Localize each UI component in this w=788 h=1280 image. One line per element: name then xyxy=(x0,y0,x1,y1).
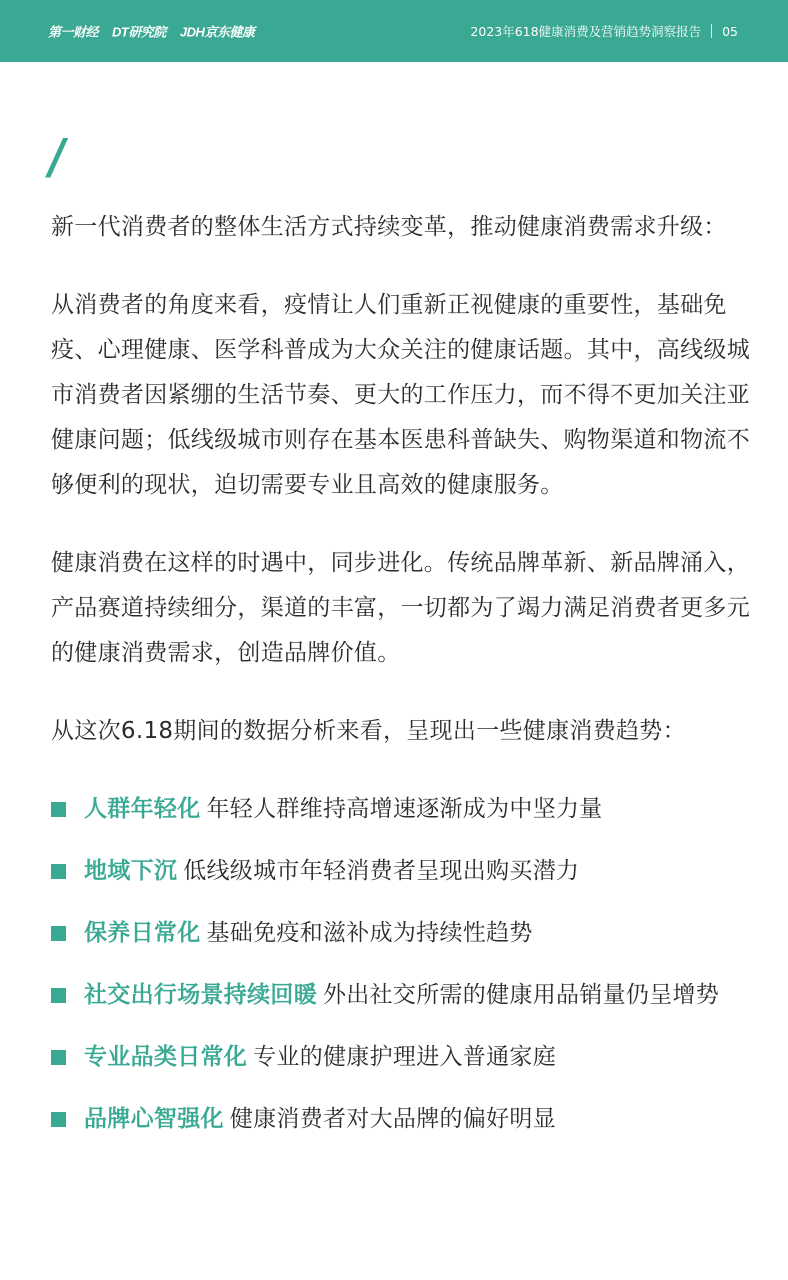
square-bullet-icon xyxy=(51,926,66,941)
list-item xyxy=(51,849,751,894)
list-item xyxy=(51,787,751,832)
evolution-paragraph: 健康消费在这样的时遇中，同步进化。传统品牌革新、新品牌涌入，产品赛道持续细分，渠道的丰富，一切都为了竭力满足消费者更多元的健康消费需求，创造品牌价值。 xyxy=(51,550,750,666)
intro-paragraph: 新一代消费者的整体生活方式持续变革，推动健康消费需求升级： xyxy=(51,214,727,240)
trend-description: 健康消费者对大品牌的偏好明显 xyxy=(229,1106,557,1132)
jd-health-logo: JDH京东健康 xyxy=(179,24,255,40)
trend-keyword: 保养日常化 xyxy=(84,920,201,946)
partner-logos xyxy=(48,22,254,41)
header-info xyxy=(470,22,738,40)
yicai-logo: 第一财经 xyxy=(48,24,99,40)
trend-list xyxy=(51,787,751,1142)
dt-institute-logo: DT研究院 xyxy=(112,24,166,40)
square-bullet-icon xyxy=(51,864,66,879)
list-item xyxy=(51,911,751,956)
square-bullet-icon xyxy=(51,802,66,817)
trend-keyword: 专业品类日常化 xyxy=(84,1044,248,1070)
list-item xyxy=(51,1097,751,1142)
page-number: 05 xyxy=(722,23,738,39)
section-marker: / xyxy=(44,129,70,185)
trend-keyword: 社交出行场景持续回暖 xyxy=(84,982,317,1008)
trend-keyword: 人群年轻化 xyxy=(84,796,201,822)
square-bullet-icon xyxy=(51,988,66,1003)
list-item xyxy=(51,973,751,1018)
main-content xyxy=(51,205,751,1159)
trend-keyword: 地域下沉 xyxy=(84,858,178,884)
trend-description: 外出社交所需的健康用品销量仍呈增势 xyxy=(323,982,720,1008)
square-bullet-icon xyxy=(51,1050,66,1065)
trend-description: 基础免疫和滋补成为持续性趋势 xyxy=(206,920,533,946)
header-divider xyxy=(711,24,712,38)
trend-keyword: 品牌心智强化 xyxy=(84,1106,224,1132)
trend-description: 专业的健康护理进入普通家庭 xyxy=(253,1044,557,1070)
square-bullet-icon xyxy=(51,1112,66,1127)
report-title: 2023年618健康消费及营销趋势洞察报告 xyxy=(470,24,702,39)
consumer-perspective-paragraph: 从消费者的角度来看，疫情让人们重新正视健康的重要性，基础免疫、心理健康、医学科普成为大众关注的健康话题。其中，高线级城市消费者因紧绷的生活节奏、更大的工作压力，而不得不更加关注亚健康问题；低线级城市则存在基本医患科普缺失、购物渠道和物流不够便利的现状，迫切需要专业且高效的健康服务。 xyxy=(51,292,750,498)
list-item xyxy=(51,1035,751,1080)
trends-intro-paragraph: 从这次6.18期间的数据分析来看，呈现出一些健康消费趋势： xyxy=(51,718,686,744)
report-header xyxy=(0,0,788,62)
trend-description: 低线级城市年轻消费者呈现出购买潜力 xyxy=(183,858,580,884)
trend-description: 年轻人群维持高增速逐渐成为中坚力量 xyxy=(206,796,603,822)
